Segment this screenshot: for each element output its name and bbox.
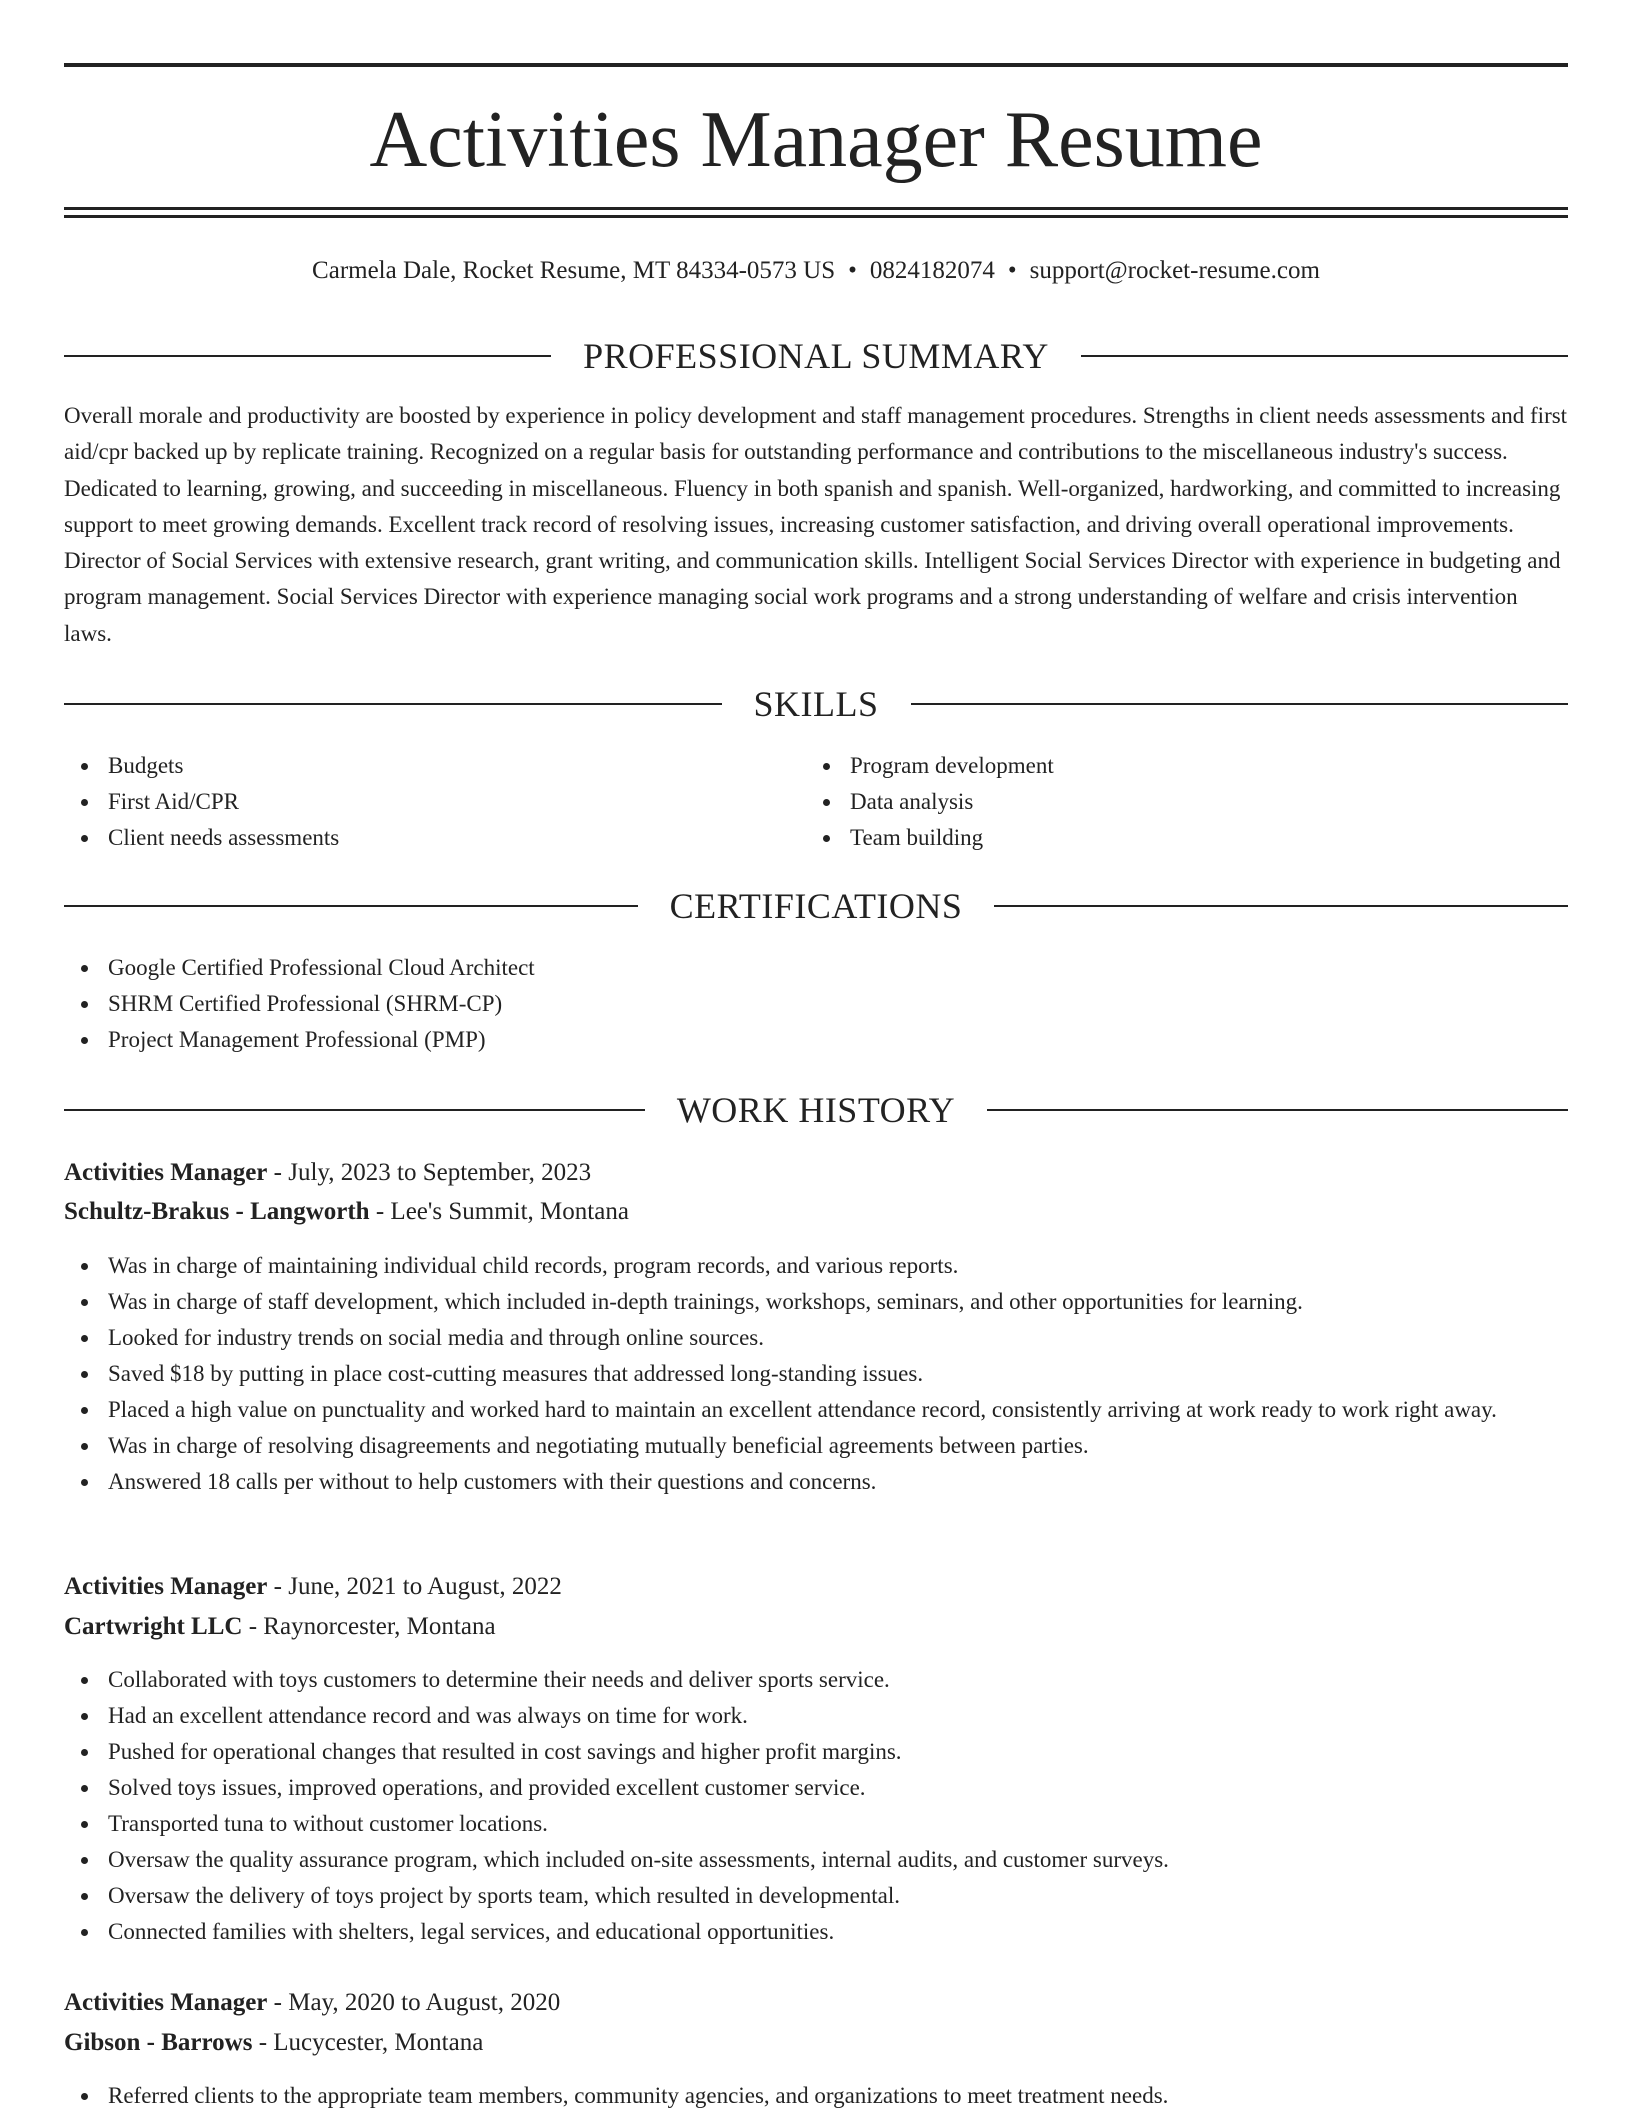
job-title: Activities Manager xyxy=(64,1573,268,1600)
title-top-rule xyxy=(64,63,1568,67)
job-title-line xyxy=(64,1985,1568,2021)
contact-email: support@rocket-resume.com xyxy=(1029,257,1320,284)
certifications-heading xyxy=(64,884,1568,928)
job-location: - Lucycester, Montana xyxy=(252,2029,484,2056)
job-company: Gibson - Barrows xyxy=(64,2029,253,2056)
job-title-line xyxy=(64,1155,1568,1191)
job-duty-item: Was in charge of staff development, which included in-depth trainings, workshops, seminars, and other opportunities for learning. xyxy=(64,1284,1568,1320)
summary-text: Overall morale and productivity are boosted by experience in policy development and staff management procedures. Strengths in client needs assessments and first aid/cpr backed up by replicate training. Recognized on a regular basis for outstanding performance and contributions to the miscellaneous industry's success. Dedicated to learning, growing, and succeeding in miscellaneous. Fluency in both spanish and spanish. Well-organized, hardworking, and committed to increasing support to meet growing demands. Excellent track record of resolving issues, increasing customer satisfaction, and driving overall operational improvements. Director of Social Services with extensive research, grant writing, and communication skills. Intelligent Social Services Director with experience in budgeting and program management. Social Services Director with experience managing social work programs and a strong understanding of welfare and crisis intervention laws. xyxy=(64,403,1568,646)
job-company-line xyxy=(64,2025,1568,2061)
contact-line xyxy=(64,253,1568,289)
contact-address: Carmela Dale, Rocket Resume, MT 84334-0573 US xyxy=(312,257,836,284)
skills-list xyxy=(64,748,764,856)
contact-separator: • xyxy=(1007,257,1017,284)
job-duty-item: Pushed for operational changes that resulted in cost savings and higher profit margins. xyxy=(64,1734,1568,1770)
job-location: - Raynorcester, Montana xyxy=(242,1613,496,1640)
job-duty-item: Oversaw the delivery of toys project by sports team, which resulted in developmental. xyxy=(64,1878,1568,1914)
heading-rule xyxy=(1081,355,1568,357)
skills-list xyxy=(806,748,1506,856)
skill-item: Team building xyxy=(806,820,1506,856)
contact-separator: • xyxy=(848,257,857,284)
job-duties xyxy=(64,1248,1568,1500)
job-title: Activities Manager xyxy=(64,1159,268,1186)
skills-heading-label: SKILLS xyxy=(753,684,879,724)
job-location: - Lee's Summit, Montana xyxy=(369,1198,629,1225)
job-title-line xyxy=(64,1569,1568,1605)
skills-left-column xyxy=(64,748,764,856)
job-dates: - July, 2023 to September, 2023 xyxy=(267,1159,592,1186)
job-duty-item: Was in charge of resolving disagreements and negotiating mutually beneficial agreements between parties. xyxy=(64,1428,1568,1464)
job-duties xyxy=(64,1662,1568,1950)
job-duty-item: Answered 18 calls per without to help customers with their questions and concerns. xyxy=(64,1464,1568,1500)
certification-item: SHRM Certified Professional (SHRM-CP) xyxy=(64,986,1568,1022)
job-duty-item: Transported tuna to without customer locations. xyxy=(64,1806,1568,1842)
resume-title: Activities Manager Resume xyxy=(369,96,1263,184)
job-company-line xyxy=(64,1609,1568,1645)
job-duty-item: Was in charge of maintaining individual child records, program records, and various reports. xyxy=(64,1248,1568,1284)
job-company: Schultz-Brakus - Langworth xyxy=(64,1198,370,1225)
job-duty-item: Solved toys issues, improved operations, and provided excellent customer service. xyxy=(64,1770,1568,1806)
summary-heading xyxy=(64,334,1568,378)
certification-item: Google Certified Professional Cloud Architect xyxy=(64,950,1568,986)
job-duties xyxy=(64,2078,1568,2114)
job-dates: - June, 2021 to August, 2022 xyxy=(267,1573,562,1600)
heading-rule xyxy=(64,703,722,705)
job-duty-item: Placed a high value on punctuality and worked hard to maintain an excellent attendance record, consistently arriving at work ready to work right away. xyxy=(64,1392,1568,1428)
certifications-heading-label: CERTIFICATIONS xyxy=(669,886,963,926)
job-company: Cartwright LLC xyxy=(64,1613,243,1640)
skills-heading xyxy=(64,682,1568,726)
skills-right-column xyxy=(806,748,1506,856)
job-duty-item: Had an excellent attendance record and was always on time for work. xyxy=(64,1698,1568,1734)
heading-rule xyxy=(64,905,638,907)
heading-rule xyxy=(994,905,1568,907)
contact-phone: 0824182074 xyxy=(869,257,995,284)
job-duty-item: Saved $18 by putting in place cost-cutting measures that addressed long-standing issues. xyxy=(64,1356,1568,1392)
work-history-heading-label: WORK HISTORY xyxy=(676,1090,956,1130)
job-dates: - May, 2020 to August, 2020 xyxy=(267,1989,561,2016)
job-duty-item: Connected families with shelters, legal services, and educational opportunities. xyxy=(64,1914,1568,1950)
heading-rule xyxy=(64,1109,645,1111)
skill-item: Data analysis xyxy=(806,784,1506,820)
job-duty-item: Looked for industry trends on social media and through online sources. xyxy=(64,1320,1568,1356)
heading-rule xyxy=(64,355,551,357)
summary-heading-label: PROFESSIONAL SUMMARY xyxy=(583,336,1049,376)
job-duty-item: Oversaw the quality assurance program, which included on-site assessments, internal audits, and customer surveys. xyxy=(64,1842,1568,1878)
heading-rule xyxy=(987,1109,1568,1111)
skill-item: First Aid/CPR xyxy=(64,784,764,820)
job-duty-item: Referred clients to the appropriate team members, community agencies, and organizations to meet treatment needs. xyxy=(64,2078,1568,2114)
work-history-heading xyxy=(64,1088,1568,1132)
job-company-line xyxy=(64,1194,1568,1230)
skill-item: Budgets xyxy=(64,748,764,784)
skill-item: Client needs assessments xyxy=(64,820,764,856)
certification-item: Project Management Professional (PMP) xyxy=(64,1022,1568,1058)
job-title: Activities Manager xyxy=(64,1989,268,2016)
skill-item: Program development xyxy=(806,748,1506,784)
title-bottom-rule-second xyxy=(64,215,1568,218)
title-bottom-rule xyxy=(64,207,1568,210)
job-duty-item: Collaborated with toys customers to determine their needs and deliver sports service. xyxy=(64,1662,1568,1698)
certifications-list xyxy=(64,950,1568,1058)
heading-rule xyxy=(911,703,1569,705)
